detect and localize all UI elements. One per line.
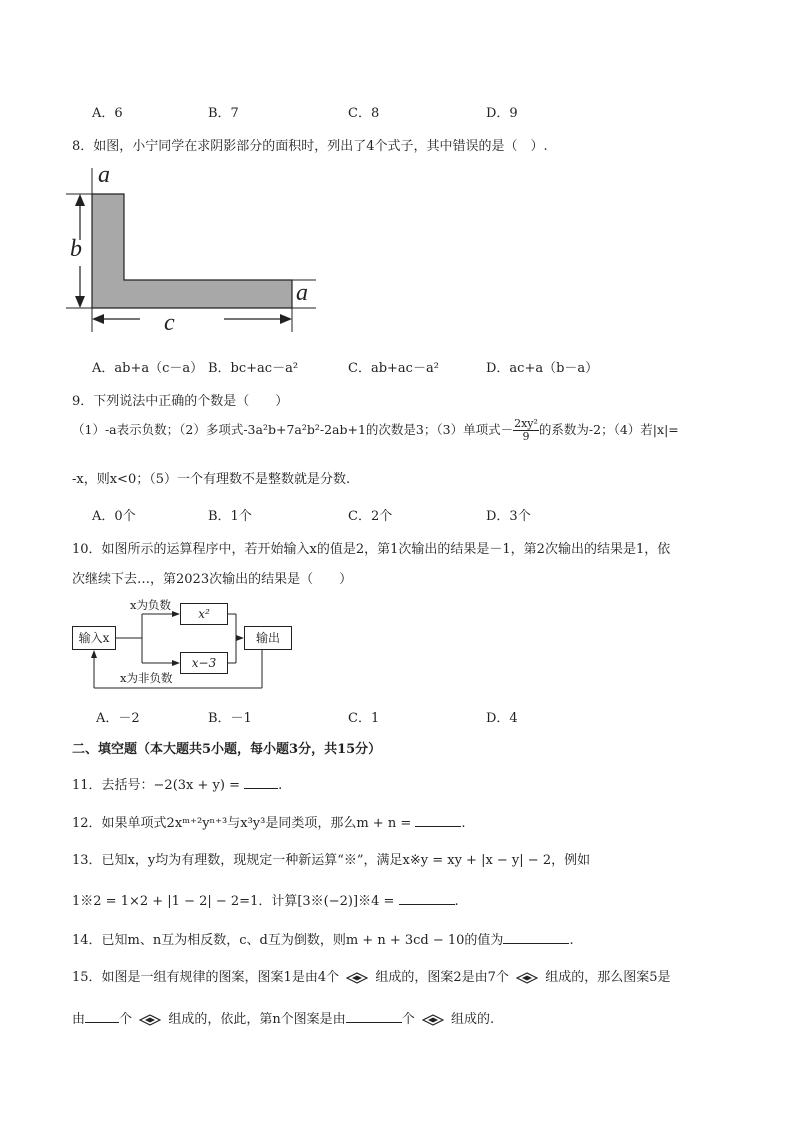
q9-statement-line1: [72, 418, 679, 443]
q10-stem-line2: 次继续下去…，第2023次输出的结果是（ ）: [72, 572, 353, 587]
figure-label-b: b: [70, 236, 82, 262]
q13-line2: [72, 890, 459, 909]
q9-fraction-numerator: 2xy²: [514, 417, 538, 430]
q15-line2-d: 个: [401, 1012, 415, 1027]
q15-line2-e: 组成的.: [450, 1012, 495, 1027]
figure-label-a-top: a: [98, 162, 110, 188]
flow-square-box: x²: [180, 603, 228, 625]
q8-option-b: B．bc+ac－a²: [208, 361, 299, 376]
q10-option-c: C．1: [348, 711, 380, 726]
flow-output-box: 输出: [244, 626, 292, 650]
q9-fraction-denominator: 9: [522, 430, 530, 443]
q8-option-a: A．ab+a（c－a）: [92, 361, 204, 376]
q14-text: 14．已知m、n互为相反数，c、d互为倒数，则m + n + 3cd − 10的值为: [72, 933, 504, 948]
q9-option-b: B．1个: [208, 509, 252, 524]
q15-line1: [72, 966, 670, 985]
q15-line2-b: 个: [119, 1012, 133, 1027]
rhombus-icon: [422, 1014, 444, 1026]
q15-line2-c: 组成的，依此，第n个图案是由: [168, 1012, 346, 1027]
q9-statement-line2: -x，则x<0；（5）一个有理数不是整数就是分数.: [72, 472, 351, 487]
q10-stem-line1: 10．如图所示的运算程序中，若开始输入x的值是2，第1次输出的结果是－1，第2次输出的结果是1，依: [72, 542, 671, 557]
l-shape-figure: [66, 162, 326, 342]
q7-option-b: B．7: [208, 106, 239, 121]
q15-line1-c: 组成的，那么图案5是: [545, 970, 671, 985]
q10-option-b: B．－1: [208, 711, 252, 726]
q9-fraction: [513, 418, 539, 443]
q15-line2-a: 由: [72, 1012, 86, 1027]
q9-option-a: A．0个: [92, 509, 136, 524]
q15-line1-a: 15．如图是一组有规律的图案，图案1是由4个: [72, 970, 340, 985]
q12-text: 12．如果单项式2xᵐ⁺²yⁿ⁺³与x³y³是同类项，那么m + n =: [72, 816, 412, 831]
q7-option-a: A．6: [92, 106, 123, 121]
rhombus-icon: [346, 972, 368, 984]
q15-answer-blank-1[interactable]: [85, 1010, 119, 1023]
q10-option-a: A．－2: [96, 711, 140, 726]
q15-line1-b: 组成的，图案2是由7个: [375, 970, 509, 985]
q13-end: .: [454, 894, 459, 909]
q9-line1-part-a: （1）-a表示负数；（2）多项式-3a²b+7a²b²-2ab+1的次数是3；（3）单项式－: [72, 422, 514, 437]
section-title-fill-in: 二、填空题（本大题共5小题，每小题3分，共15分）: [72, 742, 382, 757]
q8-option-c: C．ab+ac－a²: [348, 361, 439, 376]
q11: [72, 774, 282, 793]
q9-stem: 9．下列说法中正确的个数是（ ）: [72, 394, 289, 409]
figure-label-a-right: a: [296, 280, 308, 306]
q14-end: .: [569, 933, 574, 948]
q8-stem: 8．如图，小宁同学在求阴影部分的面积时，列出了4个式子，其中错误的是（ ）.: [72, 139, 548, 154]
q13-line2-text: 1※2 = 1×2 + |1 − 2| − 2=1．计算[3※(−2)]※4 =: [72, 894, 395, 909]
rhombus-icon: [516, 972, 538, 984]
q13-line1: 13．已知x，y均为有理数，现规定一种新运算“※”，满足x※y = xy + |x − y| − 2，例如: [72, 853, 591, 868]
q9-option-d: D．3个: [486, 509, 531, 524]
flow-negative-label: x为负数: [130, 598, 171, 612]
q7-option-c: C．8: [348, 106, 380, 121]
q15-line2: [72, 1008, 494, 1027]
q12-answer-blank[interactable]: [415, 814, 461, 827]
q12-end: .: [461, 816, 466, 831]
q15-answer-blank-2[interactable]: [346, 1010, 402, 1023]
q14-answer-blank[interactable]: [503, 931, 569, 944]
q13-answer-blank[interactable]: [399, 892, 455, 905]
q14: [72, 929, 574, 948]
q9-line1-part-b: 的系数为-2；（4）若|x|=: [538, 422, 679, 437]
q8-option-d: D．ac+a（b－a）: [486, 361, 599, 376]
q7-option-d: D．9: [486, 106, 518, 121]
q12: [72, 812, 466, 831]
figure-label-c: c: [164, 310, 175, 336]
q11-answer-blank[interactable]: [244, 776, 278, 789]
q11-text: 11．去括号：−2(3x + y) =: [72, 778, 240, 793]
q9-option-c: C．2个: [348, 509, 393, 524]
flow-input-box: 输入x: [72, 626, 116, 650]
q11-end: .: [278, 778, 283, 793]
flow-nonnegative-label: x为非负数: [120, 671, 173, 685]
q10-option-d: D．4: [486, 711, 518, 726]
rhombus-icon: [139, 1014, 161, 1026]
flow-minus-three-box: x−3: [180, 652, 228, 674]
